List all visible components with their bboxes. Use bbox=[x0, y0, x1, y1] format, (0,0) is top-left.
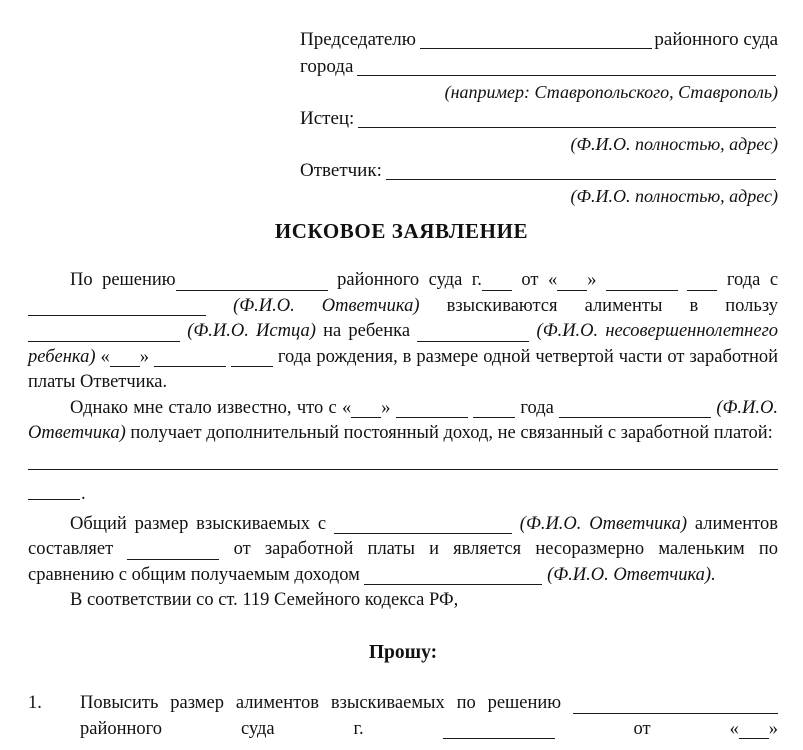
p1-s10: на ребенка bbox=[323, 321, 411, 341]
request-heading: Прошу: bbox=[368, 641, 438, 663]
p3-s1: Общий размер взыскиваемых с bbox=[70, 513, 327, 534]
r1-s5: по bbox=[456, 693, 476, 713]
request-item-number: 1. bbox=[28, 693, 42, 713]
p1-month-blank[interactable] bbox=[606, 276, 678, 291]
request-item-text bbox=[80, 691, 778, 750]
p1-s9-caption: (Ф.И.О. Истца) bbox=[187, 321, 316, 341]
p1-city-blank[interactable] bbox=[482, 276, 512, 291]
paragraph-legal-basis bbox=[28, 588, 778, 614]
p1-defendant-blank[interactable] bbox=[28, 301, 206, 316]
r1-s9: г. bbox=[353, 718, 364, 739]
plaintiff-caption: (Ф.И.О. полностью, адрес) bbox=[570, 134, 778, 154]
r1-s12: » bbox=[768, 718, 778, 739]
r1-court-name-blank[interactable] bbox=[573, 699, 778, 714]
p1-s4: » bbox=[587, 270, 597, 290]
p3-s5-caption: (Ф.И.О. Ответчика). bbox=[547, 564, 716, 585]
p2-s4-caption: (Ф.И.О. Ответчика) bbox=[28, 397, 779, 443]
request-list bbox=[28, 691, 778, 750]
p1-plaintiff-blank[interactable] bbox=[28, 327, 180, 342]
r1-s6: решению bbox=[487, 693, 562, 713]
p3-amount-blank[interactable] bbox=[127, 545, 219, 560]
plaintiff-label: Истец: bbox=[300, 108, 355, 129]
defendant-caption: (Ф.И.О. полностью, адрес) bbox=[570, 186, 778, 206]
p1-day-blank[interactable] bbox=[557, 276, 587, 291]
r1-day-blank[interactable] bbox=[739, 724, 769, 739]
document-body bbox=[28, 268, 778, 750]
income-description-blank-line-2[interactable] bbox=[28, 499, 80, 500]
document-title: ИСКОВОЕ ЗАЯВЛЕНИЕ bbox=[274, 219, 529, 243]
paragraph-total-amount bbox=[28, 512, 778, 589]
p1-birth-year-blank[interactable] bbox=[231, 352, 273, 367]
p2-year-blank[interactable] bbox=[473, 403, 515, 418]
income-description-blank-line-2-row bbox=[28, 483, 778, 504]
plaintiff-blank[interactable] bbox=[358, 127, 776, 128]
chairman-label: Председателю bbox=[300, 29, 416, 50]
city-label: города bbox=[300, 56, 354, 77]
p2-s1: Однако мне стало известно, что с « bbox=[70, 397, 352, 418]
p1-s5: года bbox=[726, 270, 761, 290]
defendant-label: Ответчик: bbox=[300, 160, 382, 181]
chairman-line bbox=[300, 26, 778, 53]
p3-s2-caption: (Ф.И.О. Ответчика) bbox=[519, 513, 688, 534]
p1-s11-caption: (Ф.И.О. несовершеннолетнего ребенка) bbox=[28, 321, 779, 367]
p3-income-blank[interactable] bbox=[364, 570, 542, 585]
p1-s13: » bbox=[139, 346, 149, 367]
r1-s7: районного bbox=[80, 718, 163, 739]
defendant-line bbox=[300, 157, 778, 184]
p1-s7-caption: (Ф.И.О. Ответчика) bbox=[233, 295, 420, 316]
r1-s4: взыскиваемых bbox=[330, 693, 445, 713]
p2-s3: года bbox=[520, 397, 554, 418]
p3-s4: от заработной платы и является несоразмерно маленьким по сравнению с общим получаемым доходом bbox=[28, 539, 779, 585]
chairman-tail-label: районного суда bbox=[654, 29, 778, 50]
r1-s3: алиментов bbox=[235, 693, 319, 713]
p1-court-name-blank[interactable] bbox=[176, 276, 328, 291]
r1-s11: « bbox=[729, 718, 739, 739]
p1-s14: года рождения, в размере одной четвертой части от заработной платы Ответчика. bbox=[28, 346, 779, 392]
p1-s12: « bbox=[100, 346, 110, 367]
paragraph-decision bbox=[28, 268, 778, 396]
income-description-blank-line-1[interactable] bbox=[28, 469, 778, 470]
p1-s8: взыскиваются алименты в пользу bbox=[446, 295, 779, 316]
income-description-period: . bbox=[81, 483, 86, 504]
p1-s3: от « bbox=[521, 270, 558, 290]
paragraph-additional-income bbox=[28, 396, 778, 447]
r1-s10: от bbox=[633, 718, 651, 739]
p2-s2: » bbox=[381, 397, 391, 418]
p1-birth-day-blank[interactable] bbox=[110, 352, 140, 367]
r1-city-blank[interactable] bbox=[443, 724, 555, 739]
p3-defendant-blank[interactable] bbox=[334, 519, 512, 534]
city-line bbox=[300, 53, 778, 80]
p3-s6: В соответствии со ст. 119 Семейного кодекса РФ, bbox=[70, 590, 459, 610]
p1-birth-month-blank[interactable] bbox=[154, 352, 226, 367]
plaintiff-line bbox=[300, 105, 778, 132]
r1-s8: суда bbox=[240, 718, 275, 739]
r1-s2: размер bbox=[170, 693, 224, 713]
p1-child-blank[interactable] bbox=[417, 327, 529, 342]
r1-s1: Повысить bbox=[80, 693, 159, 713]
p2-defendant-blank[interactable] bbox=[559, 403, 711, 418]
p1-s1: По решению bbox=[70, 270, 176, 290]
chairman-blank[interactable] bbox=[420, 48, 652, 49]
defendant-blank[interactable] bbox=[386, 179, 776, 180]
p3-s3: алиментов составляет bbox=[28, 513, 779, 559]
p2-day-blank[interactable] bbox=[351, 403, 381, 418]
request-item bbox=[28, 691, 778, 750]
city-blank[interactable] bbox=[357, 75, 776, 76]
p1-year-blank[interactable] bbox=[687, 276, 717, 291]
city-caption: (например: Ставропольского, Ставрополь) bbox=[444, 82, 778, 102]
p1-s6: с bbox=[769, 270, 779, 290]
addressee-header bbox=[300, 26, 778, 209]
p1-s2: районного суда г. bbox=[337, 270, 482, 290]
p2-s5: получает дополнительный постоянный доход, не связанный с заработной платой: bbox=[130, 423, 773, 443]
p2-month-blank[interactable] bbox=[396, 403, 468, 418]
